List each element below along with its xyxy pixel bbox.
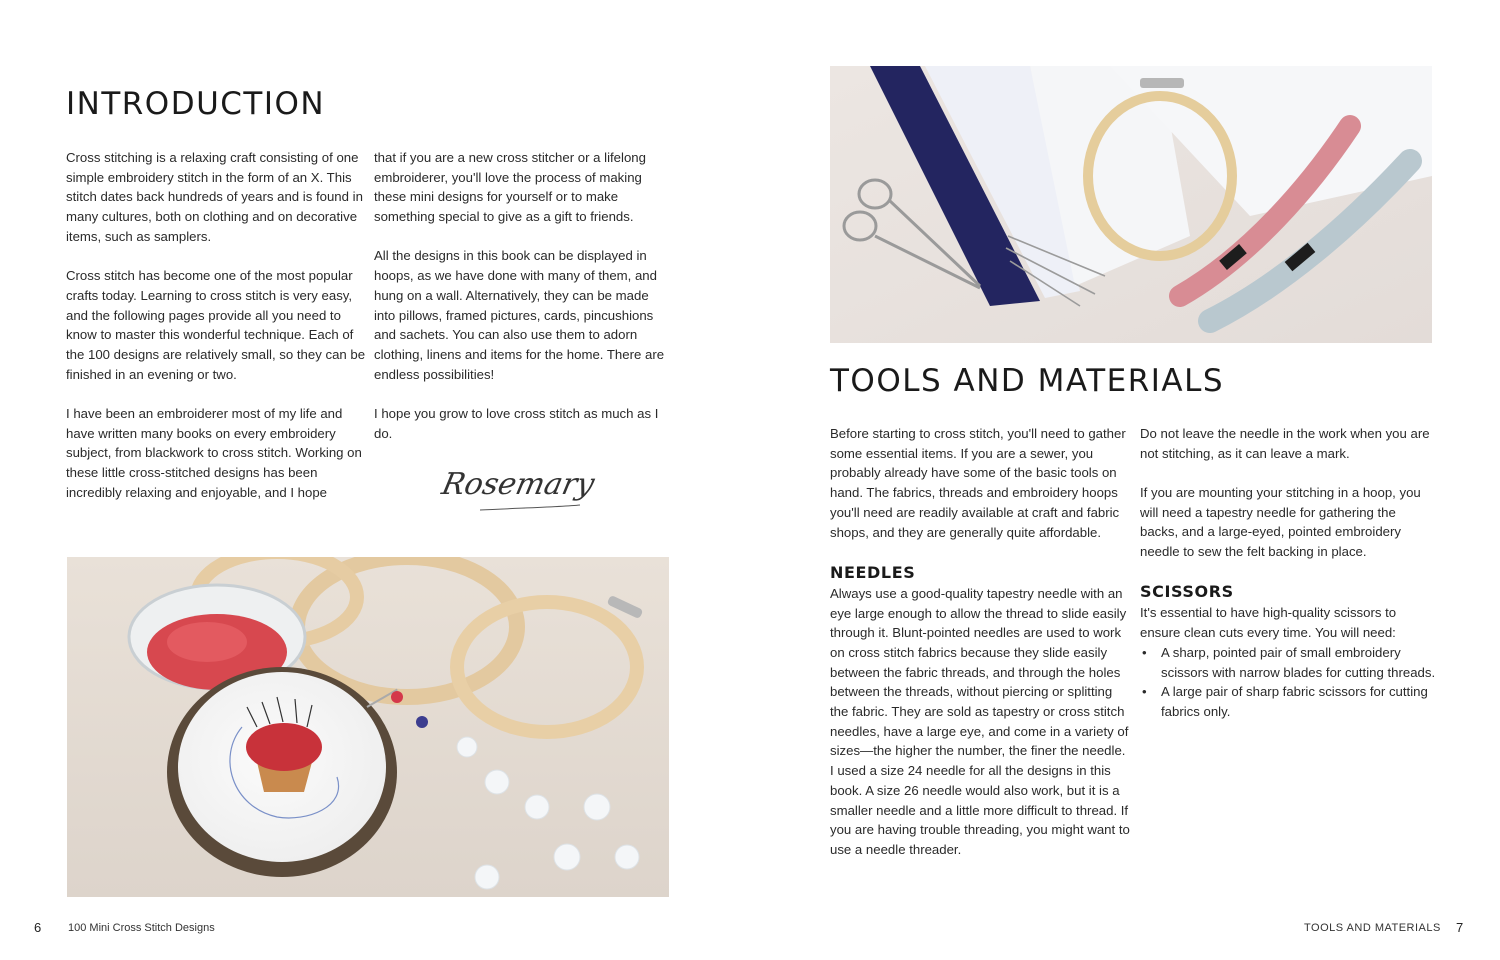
- scissors-list: [1140, 643, 1436, 722]
- footer-book-title: 100 Mini Cross Stitch Designs: [68, 922, 215, 934]
- intro-paragraph: that if you are a new cross stitcher or a lifelong embroiderer, you'll love the process of making these mini designs for yourself or to make something special to give as a gift to friends.: [374, 150, 646, 225]
- introduction-heading: INTRODUCTION: [66, 86, 326, 122]
- scissors-intro: It's essential to have high-quality scissors to ensure clean cuts every time. You will need:: [1140, 605, 1397, 641]
- bullet-icon: •: [1142, 684, 1147, 700]
- list-item: • A sharp, pointed pair of small embroidery scissors with narrow blades for cutting threads.: [1142, 644, 1436, 680]
- page-number-right: 7: [1456, 920, 1464, 935]
- bullet-icon: •: [1142, 644, 1147, 660]
- intro-column-2: [374, 148, 668, 443]
- intro-column-1: [66, 148, 366, 502]
- intro-paragraph: Cross stitch has become one of the most popular crafts today. Learning to cross stitch is very easy, and the following pages provide all you need to know to master this wonderful technique. Each of the 100 designs are relatively small, so they can be finished in an evening or two.: [66, 268, 366, 382]
- tools-paragraph: If you are mounting your stitching in a hoop, you will need a tapestry needle for gathering the backs, and a large-eyed, pointed embroidery needle to sew the felt backing in place.: [1140, 485, 1421, 560]
- page-number-left: 6: [34, 920, 42, 935]
- footer-section-title: TOOLS AND MATERIALS: [1304, 922, 1441, 934]
- tools-materials-heading: TOOLS AND MATERIALS: [830, 363, 1225, 399]
- intro-paragraph: I have been an embroiderer most of my life and have written many books on every embroidery subject, from blackwork to cross stitch. Working on these little cross-stitched designs has been incredibly relaxing and enjoyable, and I hope: [66, 405, 362, 500]
- tools-intro-paragraph: Before starting to cross stitch, you'll need to gather some essential items. If you are a sewer, you probably already have some of the basic tools on hand. The fabrics, threads and embroidery hoops you'll need are readily available at craft and fabric shops, and they are generally quite affordable.: [830, 426, 1126, 540]
- list-item: • A large pair of sharp fabric scissors for cutting fabrics only.: [1142, 684, 1428, 719]
- svg-text:Rosemary: Rosemary: [440, 467, 598, 502]
- tools-paragraph: Do not leave the needle in the work when you are not stitching, as it can leave a mark.: [1140, 426, 1430, 461]
- intro-paragraph: I hope you grow to love cross stitch as much as I do.: [374, 405, 659, 441]
- intro-paragraph: All the designs in this book can be displayed in hoops, as we have done with many of them, and hung on a wall. Alternatively, they can be made into pillows, framed pictures, cards, pincushions and sachets. You can also use them to adorn clothing, linens and items for the home. There are endless possibilities!: [374, 248, 665, 382]
- tools-column-2: [1140, 424, 1436, 722]
- pincushion-jar-photo: [67, 557, 669, 897]
- needles-paragraph: Always use a good-quality tapestry needle with an eye large enough to allow the thread to slide easily through it. Blunt-pointed needles are used to work on cross stitch fabrics because they slide easily between the fabric threads, and through the holes between the threads, without piercing or splitting the fabric. They are sold as tapestry or cross stitch needles, have a large eye, and come in a variety of sizes—the higher the number, the finer the needle. I used a size 24 needle for all the designs in this book. A size 26 needle would also work, but it is a smaller needle and a little more difficult to thread. If you are having trouble threading, you might want to use a needle threader.: [830, 585, 1130, 857]
- signature-rosemary: [440, 458, 610, 520]
- tools-materials-photo: [830, 66, 1432, 343]
- tools-column-1: [830, 424, 1130, 860]
- scissors-heading: SCISSORS: [1140, 582, 1234, 602]
- needles-heading: NEEDLES: [830, 562, 916, 582]
- intro-paragraph: Cross stitching is a relaxing craft consisting of one simple embroidery stitch in the form of an X. This stitch dates back hundreds of years and is found in many cultures, both on clothing and on decorative items, such as samplers.: [66, 150, 363, 244]
